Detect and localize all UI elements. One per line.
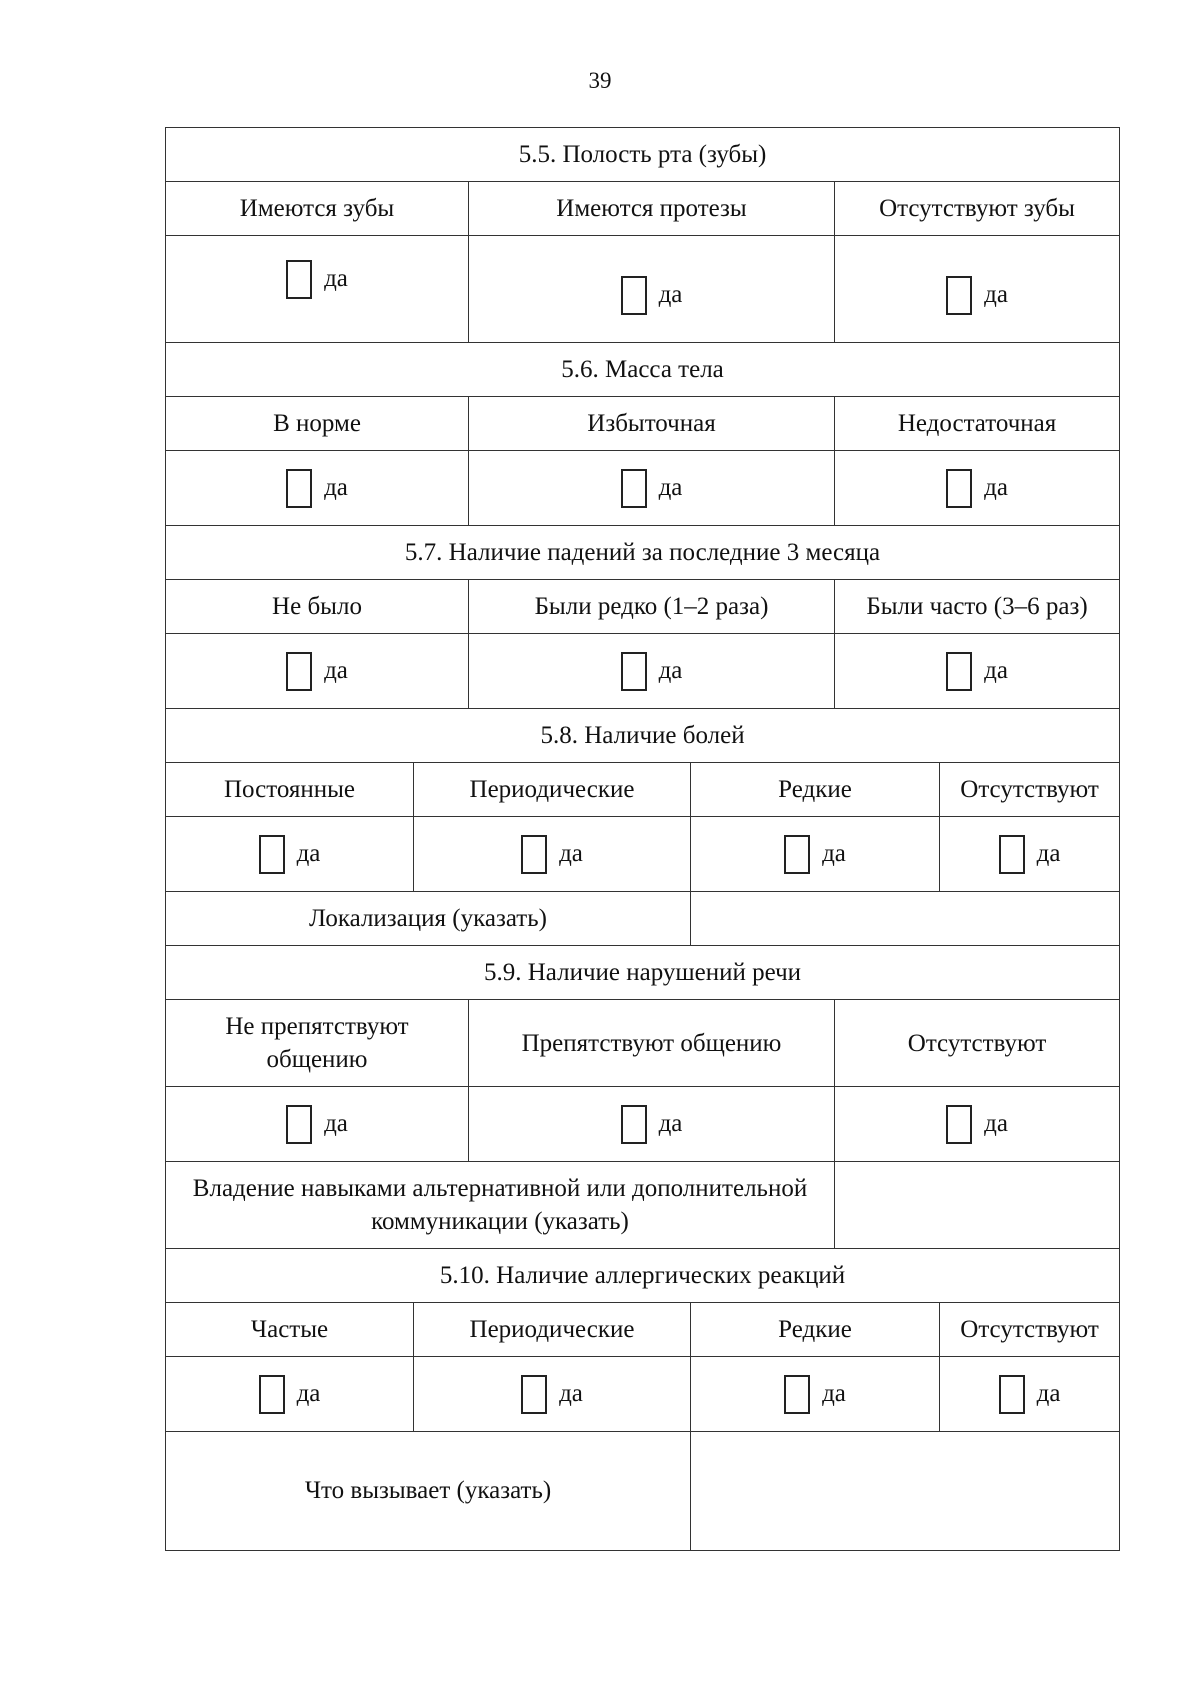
section-5-5-header-row: [166, 182, 1120, 236]
checkbox[interactable]: [259, 835, 285, 874]
allergy-cause-field[interactable]: [691, 1432, 1120, 1551]
option-header-interfering: Препятствуют общению: [469, 1000, 835, 1087]
checkbox[interactable]: [521, 835, 547, 874]
checkbox[interactable]: [946, 652, 972, 691]
checkbox-label: да: [296, 840, 321, 867]
option-header-periodic: Периодические: [414, 763, 691, 817]
checkbox-label: да: [1036, 1380, 1061, 1407]
checkbox-label: да: [984, 474, 1008, 501]
checkbox-option[interactable]: [784, 1379, 846, 1406]
section-5-9-title: 5.9. Наличие нарушений речи: [166, 946, 1120, 1000]
option-header-absent: Отсутствуют: [940, 763, 1120, 817]
checkbox-option[interactable]: [784, 839, 846, 866]
checkbox[interactable]: [621, 276, 647, 315]
checkbox[interactable]: [286, 260, 312, 299]
checkbox-cell: [691, 1357, 940, 1432]
section-5-8-title: 5.8. Наличие болей: [166, 709, 1120, 763]
checkbox-label: да: [658, 474, 683, 501]
checkbox-option[interactable]: [621, 473, 683, 500]
checkbox-cell: [469, 1087, 835, 1162]
checkbox-cell: [166, 1087, 469, 1162]
option-header-excess: Избыточная: [469, 397, 835, 451]
checkbox-label: да: [324, 474, 348, 501]
allergy-cause-row: [166, 1432, 1120, 1551]
localization-field[interactable]: [691, 892, 1120, 946]
section-5-7-header-row: [166, 580, 1120, 634]
section-5-9-header-row: [166, 1000, 1120, 1087]
allergy-cause-label: Что вызывает (указать): [166, 1432, 691, 1551]
checkbox-option[interactable]: [286, 473, 348, 500]
assessment-form-table: [165, 127, 1120, 1551]
checkbox-option[interactable]: [621, 656, 683, 683]
checkbox-cell: [469, 236, 835, 343]
option-header-absent: Отсутствуют: [835, 1000, 1120, 1087]
checkbox-cell: [835, 634, 1120, 709]
checkbox-option[interactable]: [946, 280, 1008, 307]
section-5-8-checkbox-row: [166, 817, 1120, 892]
checkbox-option[interactable]: [286, 264, 348, 291]
checkbox[interactable]: [784, 1375, 810, 1414]
checkbox-option[interactable]: [286, 656, 348, 683]
checkbox-option[interactable]: [621, 280, 683, 307]
checkbox-cell: [166, 451, 469, 526]
section-5-6-checkbox-row: [166, 451, 1120, 526]
checkbox-option[interactable]: [946, 656, 1008, 683]
section-5-5-title: 5.5. Полость рта (зубы): [166, 128, 1120, 182]
section-5-7-checkbox-row: [166, 634, 1120, 709]
checkbox[interactable]: [621, 652, 647, 691]
option-header-rare: Были редко (1–2 раза): [469, 580, 835, 634]
option-header-normal: В норме: [166, 397, 469, 451]
checkbox-cell: [835, 236, 1120, 343]
checkbox[interactable]: [621, 1105, 647, 1144]
checkbox-label: да: [1036, 840, 1061, 867]
checkbox-cell: [414, 1357, 691, 1432]
section-5-9-checkbox-row: [166, 1087, 1120, 1162]
checkbox[interactable]: [946, 276, 972, 315]
checkbox-label: да: [658, 1110, 683, 1137]
checkbox-label: да: [658, 657, 683, 684]
option-header-rare: Редкие: [691, 763, 940, 817]
checkbox[interactable]: [621, 469, 647, 508]
section-5-10-checkbox-row: [166, 1357, 1120, 1432]
checkbox-option[interactable]: [999, 1379, 1061, 1406]
option-header-constant: Постоянные: [166, 763, 414, 817]
checkbox[interactable]: [999, 835, 1025, 874]
checkbox-option[interactable]: [946, 473, 1008, 500]
checkbox-cell: [469, 451, 835, 526]
checkbox-label: да: [822, 840, 846, 867]
section-5-10-header-row: [166, 1303, 1120, 1357]
section-5-8-header-row: [166, 763, 1120, 817]
checkbox[interactable]: [946, 1105, 972, 1144]
checkbox-label: да: [822, 1380, 846, 1407]
checkbox-option[interactable]: [999, 839, 1061, 866]
checkbox-label: да: [658, 281, 683, 308]
option-header-absent: Отсутствуют: [940, 1303, 1120, 1357]
option-header-dentures: Имеются протезы: [469, 182, 835, 236]
checkbox-option[interactable]: [946, 1109, 1008, 1136]
checkbox-cell: [166, 236, 469, 343]
checkbox[interactable]: [521, 1375, 547, 1414]
option-header-rare: Редкие: [691, 1303, 940, 1357]
checkbox-cell: [940, 817, 1120, 892]
checkbox-option[interactable]: [286, 1109, 348, 1136]
option-header-periodic: Периодические: [414, 1303, 691, 1357]
checkbox-label: да: [324, 1110, 348, 1137]
checkbox-cell: [691, 817, 940, 892]
checkbox[interactable]: [259, 1375, 285, 1414]
section-5-5-title-row: [166, 128, 1120, 182]
checkbox-cell: [835, 451, 1120, 526]
communication-field[interactable]: [835, 1162, 1120, 1249]
localization-label: Локализация (указать): [166, 892, 691, 946]
checkbox-option[interactable]: [259, 1379, 321, 1406]
checkbox-cell: [166, 634, 469, 709]
checkbox-option[interactable]: [259, 839, 321, 866]
section-5-9-title-row: [166, 946, 1120, 1000]
checkbox-cell: [469, 634, 835, 709]
checkbox-label: да: [296, 1380, 321, 1407]
checkbox-cell: [414, 817, 691, 892]
section-5-10-title-row: [166, 1249, 1120, 1303]
localization-row: [166, 892, 1120, 946]
checkbox-label: да: [559, 840, 583, 867]
option-header-frequent: Частые: [166, 1303, 414, 1357]
checkbox-cell: [166, 817, 414, 892]
checkbox-label: да: [324, 265, 348, 292]
page-number: 39: [588, 68, 612, 93]
option-header-none: Не было: [166, 580, 469, 634]
section-5-8-title-row: [166, 709, 1120, 763]
checkbox-label: да: [984, 281, 1008, 308]
option-header-insufficient: Недостаточная: [835, 397, 1120, 451]
option-header-teeth-absent: Отсутствуют зубы: [835, 182, 1120, 236]
section-5-6-title-row: [166, 343, 1120, 397]
checkbox[interactable]: [999, 1375, 1025, 1414]
section-5-7-title-row: [166, 526, 1120, 580]
option-header-teeth-present: Имеются зубы: [166, 182, 469, 236]
checkbox-cell: [940, 1357, 1120, 1432]
section-5-10-title: 5.10. Наличие аллергических реакций: [166, 1249, 1120, 1303]
checkbox-cell: [166, 1357, 414, 1432]
section-5-5-checkbox-row: [166, 236, 1120, 343]
section-5-7-title: 5.7. Наличие падений за последние 3 месяца: [166, 526, 1120, 580]
option-header-frequent: Были часто (3–6 раз): [835, 580, 1120, 634]
checkbox[interactable]: [784, 835, 810, 874]
checkbox-option[interactable]: [521, 839, 583, 866]
section-5-6-header-row: [166, 397, 1120, 451]
checkbox-cell: [835, 1087, 1120, 1162]
checkbox-option[interactable]: [621, 1109, 683, 1136]
checkbox-option[interactable]: [521, 1379, 583, 1406]
checkbox-label: да: [984, 657, 1008, 684]
checkbox[interactable]: [286, 1105, 312, 1144]
communication-label: Владение навыками альтернативной или дополнительной коммуникации (указать): [166, 1162, 835, 1249]
checkbox[interactable]: [946, 469, 972, 508]
communication-row: [166, 1162, 1120, 1249]
checkbox-label: да: [984, 1110, 1008, 1137]
checkbox-label: да: [324, 657, 348, 684]
option-header-not-interfering: Не препятствуют общению: [166, 1000, 469, 1087]
checkbox-label: да: [559, 1380, 583, 1407]
checkbox[interactable]: [286, 469, 312, 508]
checkbox[interactable]: [286, 652, 312, 691]
section-5-6-title: 5.6. Масса тела: [166, 343, 1120, 397]
